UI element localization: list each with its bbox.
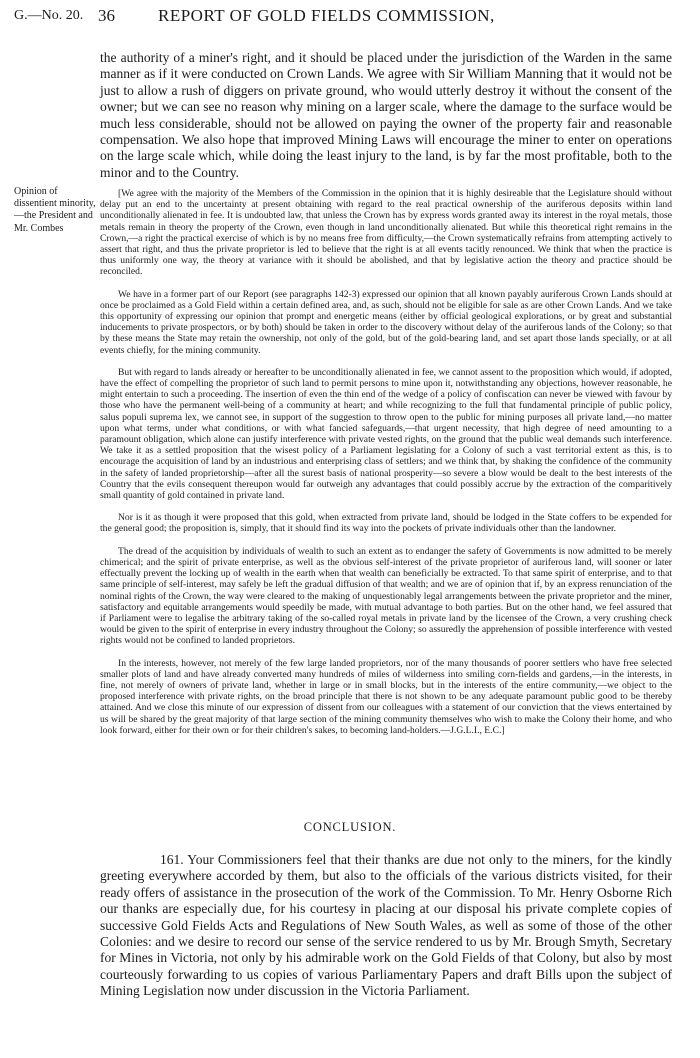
running-title: REPORT OF GOLD FIELDS COMMISSION,	[158, 6, 495, 25]
conclusion-heading: CONCLUSION.	[303, 820, 397, 834]
margin-note: Opinion of dissentient minority,—the President and Mr. Combes	[14, 186, 96, 234]
minute-paragraph: [We agree with the majority of the Members of the Commission in the opinion that it is highly desireable that the Legislature should without delay put an end to the uncertainty at present obtaining with regard to the real practical ownership of the auriferous deposits within land unconditionally alienated in fee. It is undoubted law, that unless the Crown has by express words granted away its interest in the royal metals, those metals remain in theory the property of the Crown, even though in land unconditionally alienated. But while this theoretical right remains in the Crown,—a right the practical exercise of which is by no means free from difficulty,—the Crown systematically refrains from attempting actively to assert that right, and thus the private proprietor is led to believe that the right is at all events tacitly renounced. We think that when the practice is thus uniformly one way, the theory at variance with it should be abolished, and that by legislative action the theory and practice should be reconciled.	[100, 188, 672, 278]
conclusion-paragraph: 161. Your Commissioners feel that their thanks are due not only to the miners, for the kindly greeting everywhere accorded by them, but also to the officials of the various districts visited, for their ready offers of assistance in the prosecution of the work of the Commission. To Mr. Henry Osborne Rich our thanks are especially due, for his courtesy in placing at our disposal his private complete copies of successive Gold Fields Acts and Regulations of New South Wales, as well as some of those of the other Colonies: and we desire to record our sense of the service rendered to us by Mr. Brough Smyth, Secretary for Mines in Victoria, not only by his admirable work on the Gold Fields of that Colony, but also by most courteously forwarding to us copies of various Parliamentary Papers and draft Bills upon the subject of Mining Legislation now under discussion in the Victoria Parliament.	[100, 852, 672, 999]
document-number: G.—No. 20.	[14, 8, 84, 23]
minute-paragraph: But with regard to lands already or hereafter to be unconditionally alienated in fee, we cannot assent to the proposition which would, if adopted, have the effect of compelling the proprietor of such land to permit persons to mine upon it, notwithstanding any objections, however reasonable, he might entertain to such a proceeding. The insertion of even the thin end of the wedge of a policy of confiscation can never be viewed with favour by those who have the permanent well-being of a community at heart; and while recognizing to the full that fundamental principle of public policy, salus populi suprema lex, we cannot see, in support of the suggestion to throw open to the public for mining purposes all private land,—no matter upon what terms, under what conditions, or with what fancied safeguards,—that urgent necessity, that high degree of need amounting to a paramount obligation, which alone can justify interference with private vested rights, on the ground that the public weal demands such interference. We take it as a settled proposition that the wisest policy of a Parliament legislating for a Colony of such a vast territorial extent as this, is to encourage the acquisition of land by an industrious and enterprising class of settlers; and we think that, by shaking the confidence of the community in the safety of landed proprietorship—after all the surest basis of national prosperity—so severe a blow would be dealt to the best interests of the Country that the evils consequent thereupon would far outweigh any advantages that could possibly accrue by the extraction of the comparitively small quantity of gold contained in private land.	[100, 366, 672, 502]
minute-paragraph: We have in a former part of our Report (see paragraphs 142-3) expressed our opinion that all known payably auriferous Crown Lands should at once be proclaimed as a Gold Field within a certain defined area, and, as such, should not be eligible for sale as are other Crown Lands. And we take this opportunity of expressing our opinion that prompt and energetic means (either by official geological explorations, or by great and substantial inducements to private prospectors, or by both) should be taken in order to the discovery without delay of the auriferous lands of the Colony; so that by these means the State may retain the ownership, not only of the gold, but of the gold-bearing land, and set apart those lands specially, or at all events chiefly, for the mining community.	[100, 288, 672, 356]
minute-paragraph: The dread of the acquisition by individuals of wealth to such an extent as to endanger the safety of Governments is now admitted to be merely chimerical; and the spirit of private enterprise, as well as the obvious self-interest of the private proprietor of auriferous land, will sooner or later effectually prevent the locking up of wealth in the earth when that wealth can beneficially be extracted. To that same spirit of enterprise, and to that same principle of self-interest, may safely be left the gradual diffusion of that wealth; and we are of opinion that if, by an express renunciation of the nominal rights of the Crown, the way were cleared to the making of unquestionably legal arrangements between the private proprietor and the miner, satisfactory and equitable arrangements would speedily be made, with mutual advantage to both parties. But on the other hand, we feel assured that if Parliament were to legalise the arbitrary taking of the so-called royal metals in private land by the licensee of the Crown, a very crushing check would be given to the spirit of enterprise in every industry throughout the Colony; so assuredly the apprehension of possible interference with vested rights would not be confined to landed proprietors.	[100, 545, 672, 647]
intro-paragraph: the authority of a miner's right, and it should be placed under the jurisdiction of the Warden in the same manner as if it were conducted on Crown Lands. We agree with Sir William Manning that it would not be just to allow a rush of diggers on private ground, who would utterly destroy it without the consent of the owner; but we can see no reason why mining on a larger scale, where the damage to the surface would be much less considerable, should not be allowed on paying the owner of the property fair and reasonable compensation. We also hope that improved Mining Laws will encourage the miner to enter on operations on the large scale which, while doing the least injury to the land, is by far the most profitable, both to the minor and to the Country.	[100, 50, 672, 180]
dissent-minute	[100, 188, 672, 747]
minute-paragraph: In the interests, however, not merely of the few large landed proprietors, nor of the many thousands of poorer settlers who have free selected smaller plots of land and have already converted many hundreds of miles of wilderness into smiling corn-fields and gardens,—in the interests, in fine, not merely of owners of private land, whether in large or in small blocks, but in the interests of the entire community,—we object to the proposed interference with private rights, on the broad principle that there is not shown to be any adequate paramount public good to be thereby attained. And we close this minute of our expression of dissent from our colleagues with a statement of our conviction that the views entertained by us will be shared by the great majority of that large section of the mining community themselves who wish to make the Colony their home, and who look forward, either for their own or for their children's sakes, to becoming land-holders.—J.G.L.I., E.C.]	[100, 657, 672, 736]
page-number: 36	[98, 6, 115, 25]
page-header	[14, 6, 686, 30]
minute-paragraph: Nor is it as though it were proposed that this gold, when extracted from private land, should be lodged in the State coffers to be expended for the general good; the proposition is, simply, that it should find its way into the pockets of private individuals other than the landowner.	[100, 512, 672, 535]
